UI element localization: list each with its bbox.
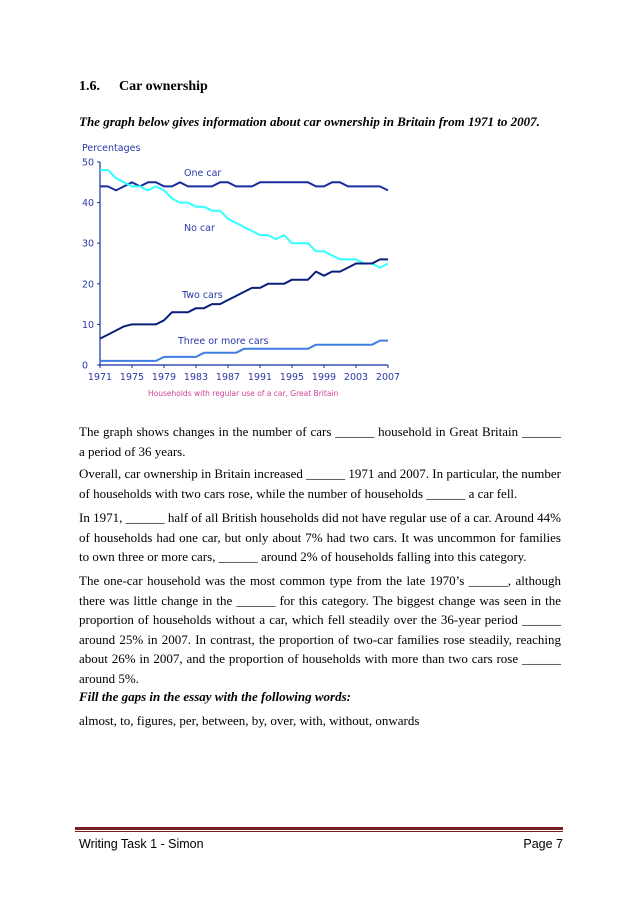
y-axis-label: Percentages <box>82 143 141 154</box>
x-tick-label: 1987 <box>215 372 241 383</box>
series-line-two-cars <box>100 259 388 338</box>
footer-rule-thick <box>75 827 563 830</box>
paragraph-2: Overall, car ownership in Britain increased ______ 1971 and 2007. In particular, the number of households with two cars rose, while the number of households ______ a car fell. <box>79 466 561 501</box>
footer-rule-thin <box>75 831 563 832</box>
y-ticks <box>82 158 100 372</box>
series-lines <box>100 170 388 361</box>
x-tick-label: 1975 <box>119 372 145 383</box>
section-heading <box>79 79 208 95</box>
x-tick-label: 2003 <box>343 372 369 383</box>
x-tick-label: 1999 <box>311 372 337 383</box>
section-title: Car ownership <box>119 79 208 94</box>
series-label-three-or-more: Three or more cars <box>178 336 269 347</box>
intro-text: The graph below gives information about car ownership in Britain from 1971 to 2007. <box>79 114 540 129</box>
chart-caption: Households with regular use of a car, Great Britain <box>148 389 339 398</box>
x-tick-label: 1983 <box>183 372 209 383</box>
page-number: Page 7 <box>523 837 563 851</box>
y-tick-label: 0 <box>82 360 89 372</box>
paragraph-1: The graph shows changes in the number of cars ______ household in Great Britain ______ a period of 36 years. <box>79 424 561 459</box>
word-list: almost, to, figures, per, between, by, over, with, without, onwards <box>79 713 420 728</box>
x-tick-label: 1991 <box>247 372 273 383</box>
series-label-one-car: One car <box>184 168 222 179</box>
y-tick-label: 20 <box>82 279 95 291</box>
series-label-no-car: No car <box>184 223 215 234</box>
x-ticks <box>88 365 400 383</box>
paragraph-3: In 1971, ______ half of all British households did not have regular use of a car. Around 44% of households had one car, but only about 7% had two cars. It was uncommon for families to own three or more cars, ______ around 2% of households falling into this category. <box>79 510 561 564</box>
x-tick-label: 1979 <box>151 372 177 383</box>
fill-instruction: Fill the gaps in the essay with the following words: <box>79 689 351 704</box>
y-tick-label: 50 <box>82 157 95 169</box>
paragraph-4: The one-car household was the most common type from the late 1970’s ______, although there was little change in the ______ for this category. The biggest change was seen in the proportion of households without a car, which fell steadily over the 36-year period ______ around 25% in 2007. In contrast, the proportion of two-car families rose steadily, reaching about 26% in 2007, and the proportion of households with more than two cars rose ______ around 5%. <box>79 573 561 686</box>
y-tick-label: 10 <box>82 319 95 331</box>
series-label-two-cars: Two cars <box>182 290 223 301</box>
x-tick-label: 1971 <box>87 372 113 383</box>
x-tick-label: 2007 <box>375 372 401 383</box>
footer-title: Writing Task 1 - Simon <box>79 837 204 851</box>
series-line-one-car <box>100 182 388 190</box>
x-tick-label: 1995 <box>279 372 305 383</box>
y-tick-label: 40 <box>82 198 95 210</box>
car-ownership-chart <box>78 140 408 402</box>
y-tick-label: 30 <box>82 238 95 250</box>
section-number: 1.6. <box>79 79 100 94</box>
